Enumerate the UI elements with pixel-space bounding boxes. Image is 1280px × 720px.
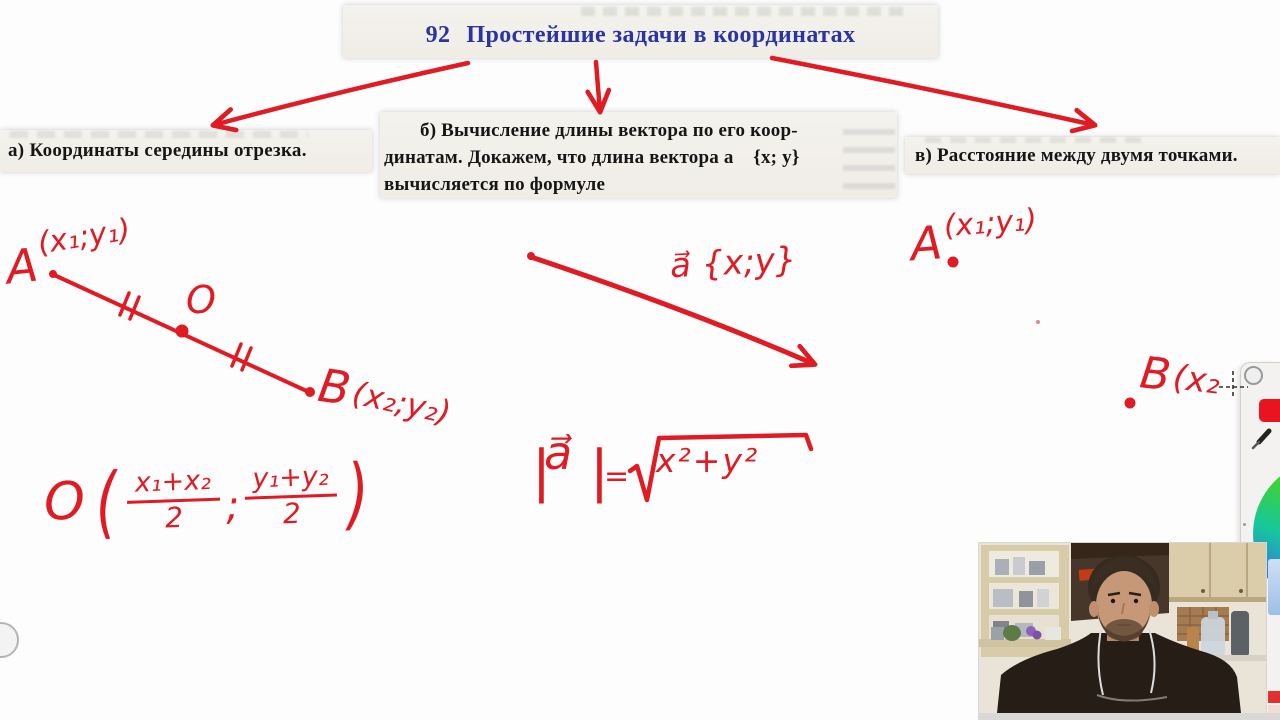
clipping-lesson-title bbox=[343, 5, 938, 58]
lesson-number: 92 bbox=[425, 22, 451, 48]
section-a-heading: а) Координаты середины отрезка. bbox=[8, 140, 307, 161]
midpoint-formula bbox=[42, 448, 375, 548]
dist-point-b-dot bbox=[1125, 398, 1135, 408]
dist-a-coords: (x₁;y₁) bbox=[942, 202, 1039, 245]
lesson-title-text: Простейшие задачи в координатах bbox=[466, 22, 856, 48]
tick-marks-left bbox=[120, 293, 139, 319]
fraction-y-numerator: y₁+y₂ bbox=[244, 463, 337, 500]
clipping-section-b bbox=[380, 112, 897, 198]
panel-dot bbox=[1243, 523, 1246, 526]
fraction-x-denominator: 2 bbox=[164, 500, 184, 535]
dist-label-point-a bbox=[908, 202, 1039, 272]
point-b-coords: (x₂;y₂) bbox=[348, 373, 454, 432]
vector-a-symbol: a⃗ bbox=[544, 426, 573, 480]
vector-length-formula bbox=[528, 428, 638, 520]
close-paren: ) bbox=[346, 448, 371, 540]
fraction-x-numerator: x₁+x₂ bbox=[126, 467, 219, 504]
point-a-letter: A bbox=[3, 237, 41, 295]
radicand: x²+y² bbox=[656, 441, 760, 480]
abs-bar-left: | bbox=[532, 439, 551, 504]
section-b-line3: вычисляется по формуле bbox=[384, 174, 606, 195]
point-a-coords: (x₁;y₁) bbox=[35, 212, 134, 262]
clipping-section-c bbox=[905, 137, 1280, 174]
equals-sign: = bbox=[604, 459, 630, 494]
webcam-video[interactable] bbox=[978, 542, 1267, 714]
point-b-dot bbox=[306, 388, 315, 397]
formula-point-o: O bbox=[42, 471, 86, 533]
point-b-letter: B bbox=[314, 357, 355, 417]
panel-circle-button[interactable] bbox=[1244, 366, 1263, 385]
section-b-line1: б) Вычисление длины вектора по его коор- bbox=[420, 120, 798, 141]
abs-bar-right: | bbox=[590, 439, 609, 504]
separator: ; bbox=[225, 482, 241, 530]
dist-label-point-b bbox=[1137, 347, 1223, 404]
label-point-b bbox=[314, 357, 454, 432]
fraction-x bbox=[126, 464, 220, 535]
blue-swatch-sliver[interactable] bbox=[1268, 559, 1280, 615]
webcam-scene bbox=[979, 543, 1266, 713]
section-b-line2: динатам. Докажем, что длина вектора a⃗ {x; y} bbox=[384, 147, 800, 168]
vector-label: a⃗ {x;y} bbox=[669, 239, 798, 287]
point-o-dot bbox=[176, 325, 188, 337]
stray-dot bbox=[1036, 320, 1040, 324]
red-swatch-sliver[interactable] bbox=[1268, 691, 1280, 703]
label-point-o: O bbox=[186, 278, 216, 322]
tick-marks-right bbox=[232, 344, 251, 370]
fraction-y bbox=[244, 460, 338, 531]
dist-point-a-dot bbox=[948, 257, 958, 267]
fraction-y-denominator: 2 bbox=[282, 496, 302, 531]
open-paren: ( bbox=[94, 457, 119, 548]
red-color-swatch[interactable] bbox=[1259, 399, 1280, 422]
dist-a-letter: A bbox=[908, 215, 944, 272]
section-c-heading: в) Расстояние между двумя точками. bbox=[915, 145, 1238, 166]
webcam-bottom-strip bbox=[978, 713, 1280, 720]
clipping-section-a bbox=[0, 130, 372, 172]
edge-round-button[interactable] bbox=[0, 622, 19, 658]
vector-start-dot bbox=[528, 253, 535, 260]
arrow-to-section-b bbox=[596, 62, 600, 111]
dist-b-coords: (x₂ bbox=[1170, 357, 1223, 403]
pink-swatch-sliver[interactable] bbox=[1268, 705, 1280, 713]
segment-ab bbox=[52, 274, 311, 393]
pen-tool-icon[interactable] bbox=[1249, 427, 1275, 453]
upper-cabinets bbox=[1169, 543, 1266, 602]
label-point-a bbox=[3, 212, 136, 295]
dist-b-letter: B bbox=[1137, 347, 1174, 402]
lesson-title bbox=[343, 5, 938, 49]
